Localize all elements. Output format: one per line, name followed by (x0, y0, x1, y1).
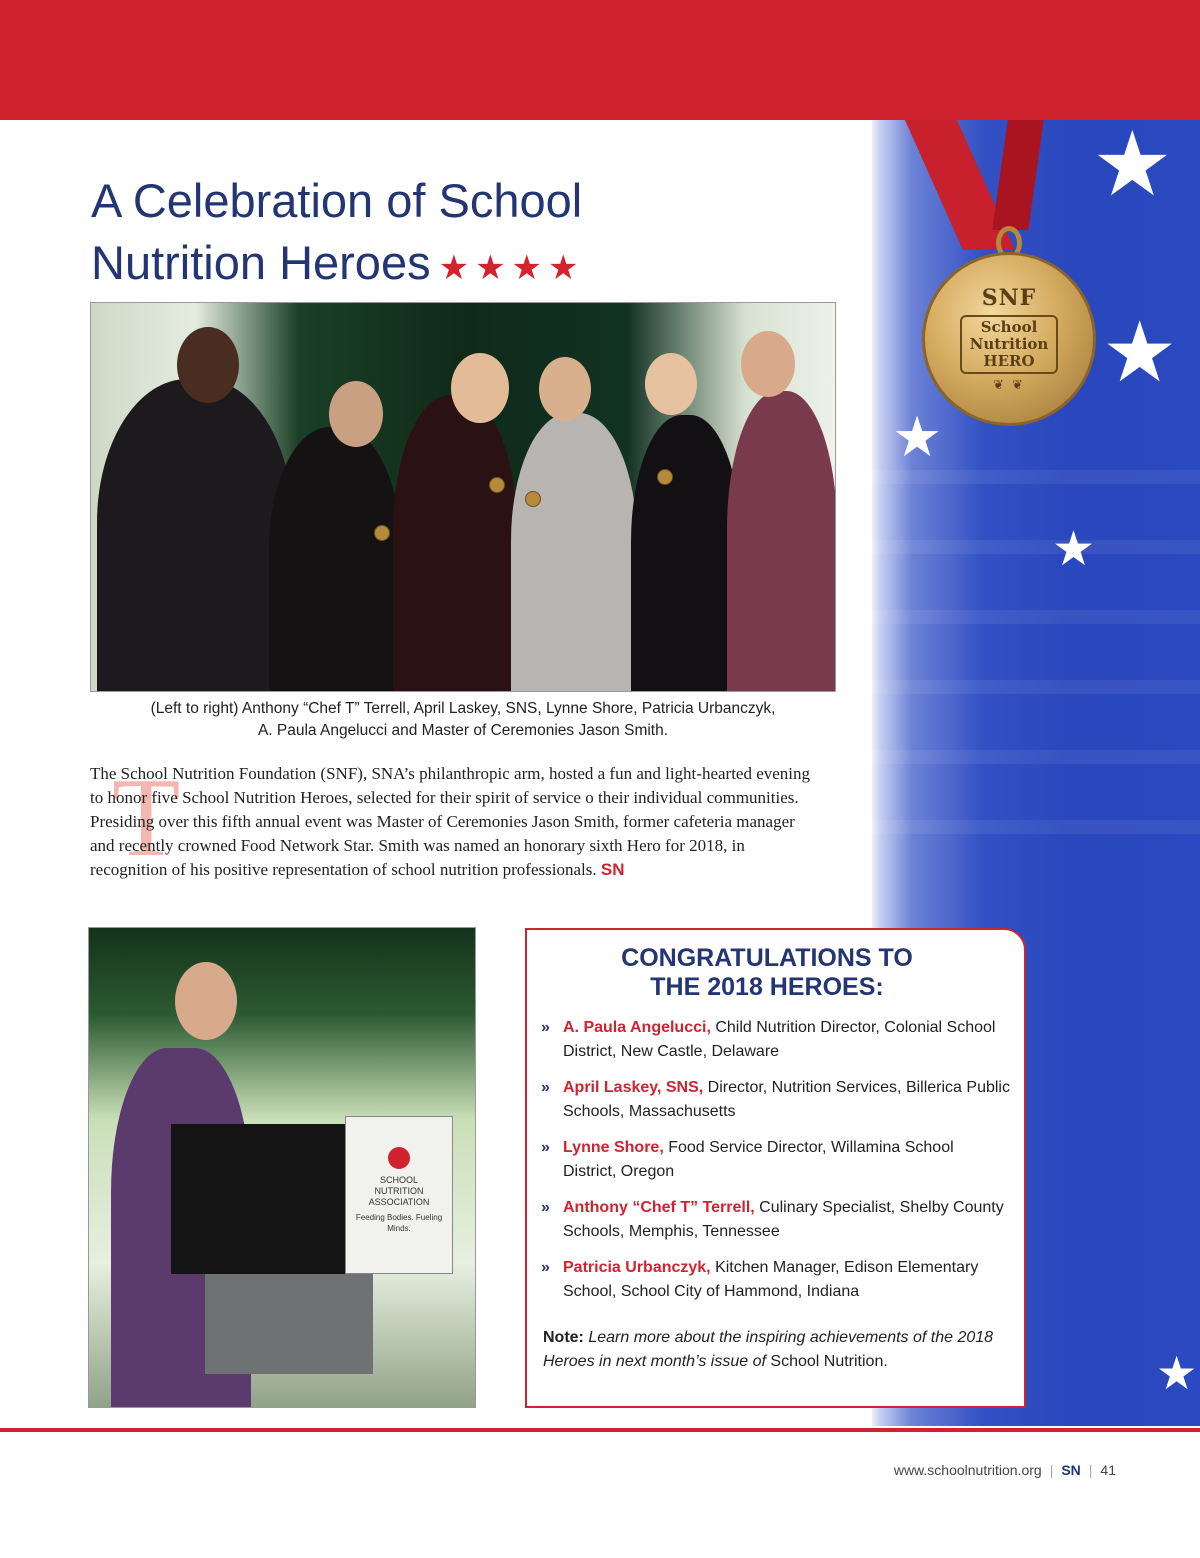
panel-stripe (872, 540, 1200, 554)
title-line: A Celebration of School (91, 174, 583, 227)
star-icon: ★ (1156, 1346, 1198, 1400)
emcee-podium-photo (88, 927, 476, 1408)
footer-separator: | (1049, 1462, 1054, 1478)
congratulations-title (527, 944, 1007, 1002)
medal-icon (489, 477, 505, 493)
medal-line: HERO (983, 352, 1035, 370)
list-item (541, 1076, 1011, 1124)
star-icon: ★ (1052, 521, 1096, 577)
congrats-title-line: THE 2018 HEROES: (650, 973, 884, 1001)
publication-name: School Nutrition. (770, 1353, 888, 1370)
medal-line: School (980, 318, 1038, 336)
person-head (329, 381, 383, 447)
hero-description: Director, Nutrition Services, Billerica Public Schools, Massachusetts (563, 1079, 1010, 1120)
end-mark: SN (600, 860, 625, 879)
panel-stripe (872, 680, 1200, 694)
chevron-right-icon: » (541, 1199, 550, 1216)
hero-name: A. Paula Angelucci, (563, 1019, 711, 1036)
star-icon: ★ (1102, 303, 1178, 401)
person-figure (631, 415, 741, 691)
title-line: Nutrition Heroes (91, 236, 431, 289)
panel-stripe (872, 610, 1200, 624)
heroes-group-photo (90, 302, 836, 692)
podium-sign (345, 1116, 453, 1274)
person-figure (511, 413, 637, 691)
medal-icon (657, 469, 673, 485)
hero-description: Culinary Specialist, Shelby County Schools, Memphis, Tennessee (563, 1199, 1004, 1240)
chevron-right-icon: » (541, 1139, 550, 1156)
list-item (541, 1136, 1011, 1184)
footer-separator: | (1088, 1462, 1093, 1478)
bottom-rule (0, 1428, 1200, 1432)
person-head (645, 353, 697, 415)
footer-brand: SN (1061, 1462, 1081, 1478)
person-head (175, 962, 237, 1040)
hero-description: Child Nutrition Director, Colonial School District, New Castle, Delaware (563, 1019, 996, 1060)
star-icon: ★ (892, 405, 943, 470)
note (543, 1326, 1013, 1374)
laurel-icon: ❦ ❦ (993, 378, 1025, 393)
chevron-right-icon: » (541, 1259, 550, 1276)
congrats-title-line: CONGRATULATIONS TO (621, 944, 913, 972)
article-text: The School Nutrition Foundation (SNF), SNA’s philanthropic arm, hosted a fun and light-hearted evening to honor five School Nutrition Heroes, selected for their spirit of service o their individual communities. Presiding over this fifth annual event was Master of Ceremonies Jason Smith, former cafeteria manager and recently crowned Food Network Star. Smith was named an honorary sixth Hero for 2018, in recognition of his positive representation of school nutrition professionals. (90, 764, 811, 879)
medal-center-text (960, 315, 1059, 374)
podium-text: SCHOOL (379, 1175, 418, 1185)
drop-cap: T (112, 756, 181, 880)
apple-logo-icon (388, 1147, 410, 1169)
top-color-band (0, 0, 1200, 120)
medal-line: Nutrition (969, 335, 1049, 353)
star-icon: ★ (1092, 120, 1173, 217)
chevron-right-icon: » (541, 1019, 550, 1036)
page-title (91, 170, 691, 299)
note-text: Learn more about the inspiring achievements of the 2018 Heroes in next month’s issue of (543, 1329, 994, 1370)
podium-text: ASSOCIATION (368, 1197, 430, 1207)
person-figure (393, 395, 517, 691)
photo-caption (90, 698, 836, 742)
hero-name: April Laskey, SNS, (563, 1079, 704, 1096)
person-head (741, 331, 795, 397)
podium-text: NUTRITION (374, 1186, 424, 1196)
podium-top (171, 1124, 349, 1274)
hero-name: Patricia Urbanczyk, (563, 1259, 711, 1276)
person-head (539, 357, 591, 421)
person-figure (269, 427, 401, 691)
title-stars-icon: ★★★★ (438, 248, 585, 288)
medal-icon (525, 491, 541, 507)
person-head (177, 327, 239, 403)
snf-hero-medal (922, 252, 1096, 426)
person-head (451, 353, 509, 423)
article-body (90, 756, 820, 882)
medal-top-text: SNF (981, 285, 1037, 311)
page-footer (894, 1462, 1116, 1478)
panel-stripe (872, 470, 1200, 484)
page-number: 41 (1100, 1462, 1116, 1478)
list-item (541, 1256, 1011, 1304)
congratulations-box (525, 928, 1026, 1408)
person-figure (97, 379, 293, 691)
chevron-right-icon: » (541, 1079, 550, 1096)
hero-name: Anthony “Chef T” Terrell, (563, 1199, 755, 1216)
caption-line: (Left to right) Anthony “Chef T” Terrell, April Laskey, SNS, Lynne Shore, Patricia Urbanczyk, (150, 700, 776, 717)
medal-icon (374, 525, 390, 541)
hero-description: Kitchen Manager, Edison Elementary School, School City of Hammond, Indiana (563, 1259, 979, 1300)
hero-description: Food Service Director, Willamina School District, Oregon (563, 1139, 954, 1180)
hero-name: Lynne Shore, (563, 1139, 664, 1156)
panel-stripe (872, 820, 1200, 834)
note-label: Note: (543, 1329, 584, 1346)
footer-url[interactable]: www.schoolnutrition.org (893, 1462, 1042, 1478)
caption-line: A. Paula Angelucci and Master of Ceremonies Jason Smith. (257, 722, 669, 739)
podium-base (205, 1274, 373, 1374)
panel-stripe (872, 750, 1200, 764)
list-item (541, 1196, 1011, 1244)
person-figure (727, 391, 836, 691)
podium-tagline: Feeding Bodies. Fueling Minds. (355, 1213, 443, 1233)
heroes-list (541, 1016, 1011, 1316)
list-item (541, 1016, 1011, 1064)
